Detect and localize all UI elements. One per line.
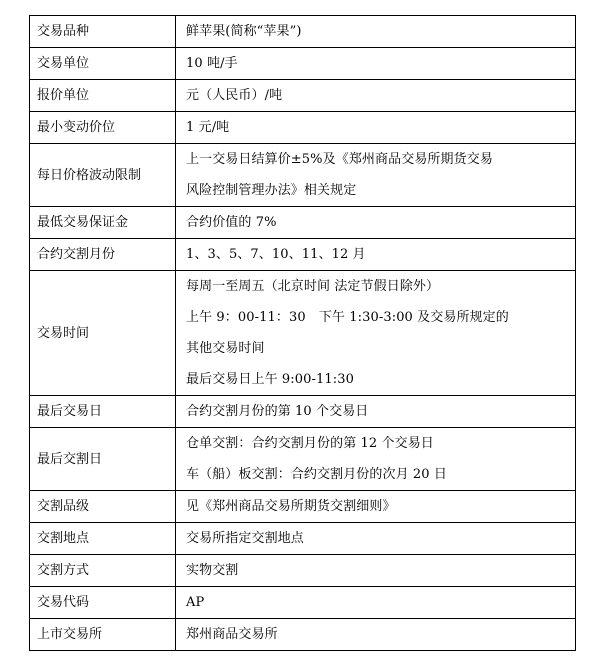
table-row bbox=[30, 619, 576, 651]
row-value-cell bbox=[176, 239, 576, 271]
row-label-cell bbox=[30, 239, 176, 271]
row-value-line: 合约价值的 7% bbox=[186, 215, 277, 230]
row-value-line: 郑州商品交易所 bbox=[186, 627, 278, 642]
row-label-cell bbox=[30, 619, 176, 651]
table-row bbox=[30, 587, 576, 619]
row-value-line: AP bbox=[186, 595, 205, 610]
row-value-cell bbox=[176, 587, 576, 619]
row-label-cell bbox=[30, 555, 176, 587]
row-value-cell bbox=[176, 144, 576, 207]
row-value-line: 风险控制管理办法》相关规定 bbox=[186, 183, 357, 198]
row-label-cell bbox=[30, 207, 176, 239]
row-value-cell bbox=[176, 523, 576, 555]
row-value-line: 上一交易日结算价±5%及《郑州商品交易所期货交易 bbox=[186, 152, 493, 167]
row-value-line: 鲜苹果(简称“苹果”) bbox=[186, 24, 302, 39]
row-value-cell bbox=[176, 428, 576, 491]
row-value-cell bbox=[176, 112, 576, 144]
row-label: 最后交易日 bbox=[37, 404, 103, 419]
table-row bbox=[30, 48, 576, 80]
row-value-line: 1、3、5、7、10、11、12 月 bbox=[186, 247, 366, 262]
row-value-line: 上午 9：00-11：30 下午 1:30-3:00 及交易所规定的 bbox=[186, 310, 509, 325]
row-label-cell bbox=[30, 144, 176, 207]
row-label-cell bbox=[30, 428, 176, 491]
row-label: 最后交割日 bbox=[37, 451, 103, 467]
row-value-line: 交易所指定交割地点 bbox=[186, 531, 304, 546]
row-label: 每日价格波动限制 bbox=[37, 167, 142, 183]
row-label-cell bbox=[30, 16, 176, 48]
row-label-cell bbox=[30, 523, 176, 555]
row-value-cell bbox=[176, 555, 576, 587]
row-label: 上市交易所 bbox=[37, 627, 103, 642]
row-label: 交易品种 bbox=[37, 24, 90, 39]
row-label-cell bbox=[30, 112, 176, 144]
row-value-cell bbox=[176, 207, 576, 239]
table-row bbox=[30, 207, 576, 239]
row-value-cell bbox=[176, 80, 576, 112]
row-label: 交易单位 bbox=[37, 56, 90, 71]
row-label-cell bbox=[30, 587, 176, 619]
table-row bbox=[30, 396, 576, 428]
table-row bbox=[30, 491, 576, 523]
row-value-line: 其他交易时间 bbox=[186, 341, 265, 356]
row-value-line: 10 吨/手 bbox=[186, 56, 238, 71]
row-label: 交割方式 bbox=[37, 563, 90, 578]
row-value-line: 1 元/吨 bbox=[186, 120, 230, 135]
row-label-cell bbox=[30, 491, 176, 523]
row-label: 最小变动价位 bbox=[37, 120, 116, 135]
row-value-line: 最后交易日上午 9:00-11:30 bbox=[186, 372, 354, 387]
row-value-line: 合约交割月份的第 10 个交易日 bbox=[186, 404, 369, 419]
row-label: 交易代码 bbox=[37, 595, 90, 610]
table-row bbox=[30, 271, 576, 396]
table-row bbox=[30, 80, 576, 112]
row-label: 交割地点 bbox=[37, 531, 90, 546]
row-value-line: 每周一至周五（北京时间 法定节假日除外） bbox=[186, 279, 440, 294]
row-label: 交割品级 bbox=[37, 499, 90, 514]
table-row bbox=[30, 428, 576, 491]
row-label: 交易时间 bbox=[37, 325, 90, 341]
row-value-line: 元（人民币）/吨 bbox=[186, 88, 283, 103]
row-value-cell bbox=[176, 48, 576, 80]
row-label-cell bbox=[30, 271, 176, 396]
table-row bbox=[30, 112, 576, 144]
row-value-line: 仓单交割：合约交割月份的第 12 个交易日 bbox=[186, 436, 434, 451]
row-value-line: 实物交割 bbox=[186, 563, 239, 578]
row-value-cell bbox=[176, 491, 576, 523]
table-row bbox=[30, 144, 576, 207]
row-value-line: 车（船）板交割：合约交割月份的次月 20 日 bbox=[186, 467, 448, 482]
row-value-cell bbox=[176, 619, 576, 651]
contract-spec-table-container bbox=[29, 15, 575, 651]
contract-spec-table-body bbox=[30, 16, 576, 651]
row-value-cell bbox=[176, 271, 576, 396]
row-label: 报价单位 bbox=[37, 88, 90, 103]
table-row bbox=[30, 239, 576, 271]
row-label-cell bbox=[30, 48, 176, 80]
row-label: 合约交割月份 bbox=[37, 247, 116, 262]
table-row bbox=[30, 16, 576, 48]
row-label: 最低交易保证金 bbox=[37, 215, 129, 230]
table-row bbox=[30, 555, 576, 587]
contract-spec-table bbox=[29, 15, 576, 651]
row-label-cell bbox=[30, 80, 176, 112]
row-value-cell bbox=[176, 396, 576, 428]
row-label-cell bbox=[30, 396, 176, 428]
row-value-line: 见《郑州商品交易所期货交割细则》 bbox=[186, 499, 396, 514]
row-value-cell bbox=[176, 16, 576, 48]
table-row bbox=[30, 523, 576, 555]
